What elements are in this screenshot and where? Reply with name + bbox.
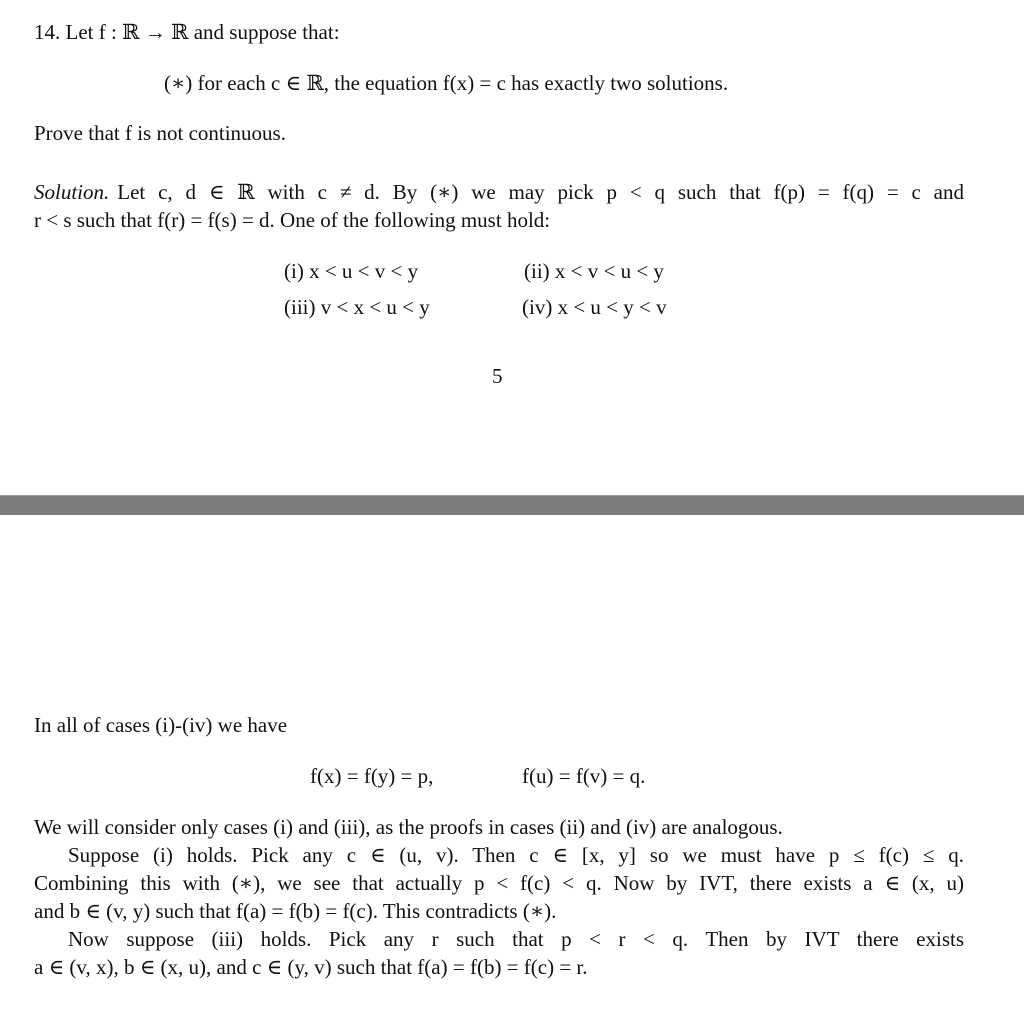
problem-statement: 14. Let f : ℝ → ℝ and suppose that: bbox=[34, 20, 340, 44]
paragraph-2-line-1: Suppose (i) holds. Pick any c ∈ (u, v). Then c ∈ [x, y] so we must have p ≤ f(c) ≤ q. bbox=[68, 843, 964, 867]
solution-line-2: r < s such that f(r) = f(s) = d. One of the following must hold: bbox=[34, 208, 551, 232]
paragraph-3-line-1: Now suppose (iii) holds. Pick any r such that p < r < q. Then by IVT there exists bbox=[68, 927, 964, 951]
case-ii: (ii) x < v < u < y bbox=[524, 259, 664, 283]
pdf-page-upper bbox=[0, 0, 1024, 495]
prove-statement: Prove that f is not continuous. bbox=[34, 121, 286, 145]
case-iv: (iv) x < u < y < v bbox=[522, 295, 667, 319]
pdf-page-lower bbox=[0, 515, 1024, 1016]
paragraph-2-line-3: and b ∈ (v, y) such that f(a) = f(b) = f(c). This contradicts (∗). bbox=[34, 899, 557, 923]
condition-star: (∗) for each c ∈ ℝ, the equation f(x) = c has exactly two solutions. bbox=[164, 71, 729, 95]
solution-line-1 bbox=[34, 178, 964, 206]
paragraph-1: We will consider only cases (i) and (iii), as the proofs in cases (ii) and (iv) are analogous. bbox=[34, 815, 783, 839]
case-iii: (iii) v < x < u < y bbox=[284, 295, 430, 319]
equation-left: f(x) = f(y) = p, bbox=[310, 764, 434, 788]
equation-right: f(u) = f(v) = q. bbox=[522, 764, 646, 788]
paragraph-3-line-2: a ∈ (v, x), b ∈ (x, u), and c ∈ (y, v) such that f(a) = f(b) = f(c) = r. bbox=[34, 955, 588, 979]
page-gap bbox=[0, 495, 1024, 515]
paragraph-2-line-2: Combining this with (∗), we see that actually p < f(c) < q. Now by IVT, there exists a ∈ (x, u) bbox=[34, 871, 964, 895]
cases-intro: In all of cases (i)-(iv) we have bbox=[34, 713, 288, 737]
page-number: 5 bbox=[492, 364, 503, 388]
solution-label: Solution. bbox=[34, 180, 110, 204]
case-i: (i) x < u < v < y bbox=[284, 259, 419, 283]
solution-line-1-text: Let c, d ∈ ℝ with c ≠ d. By (∗) we may pick p < q such that f(p) = f(q) = c and bbox=[117, 180, 964, 204]
